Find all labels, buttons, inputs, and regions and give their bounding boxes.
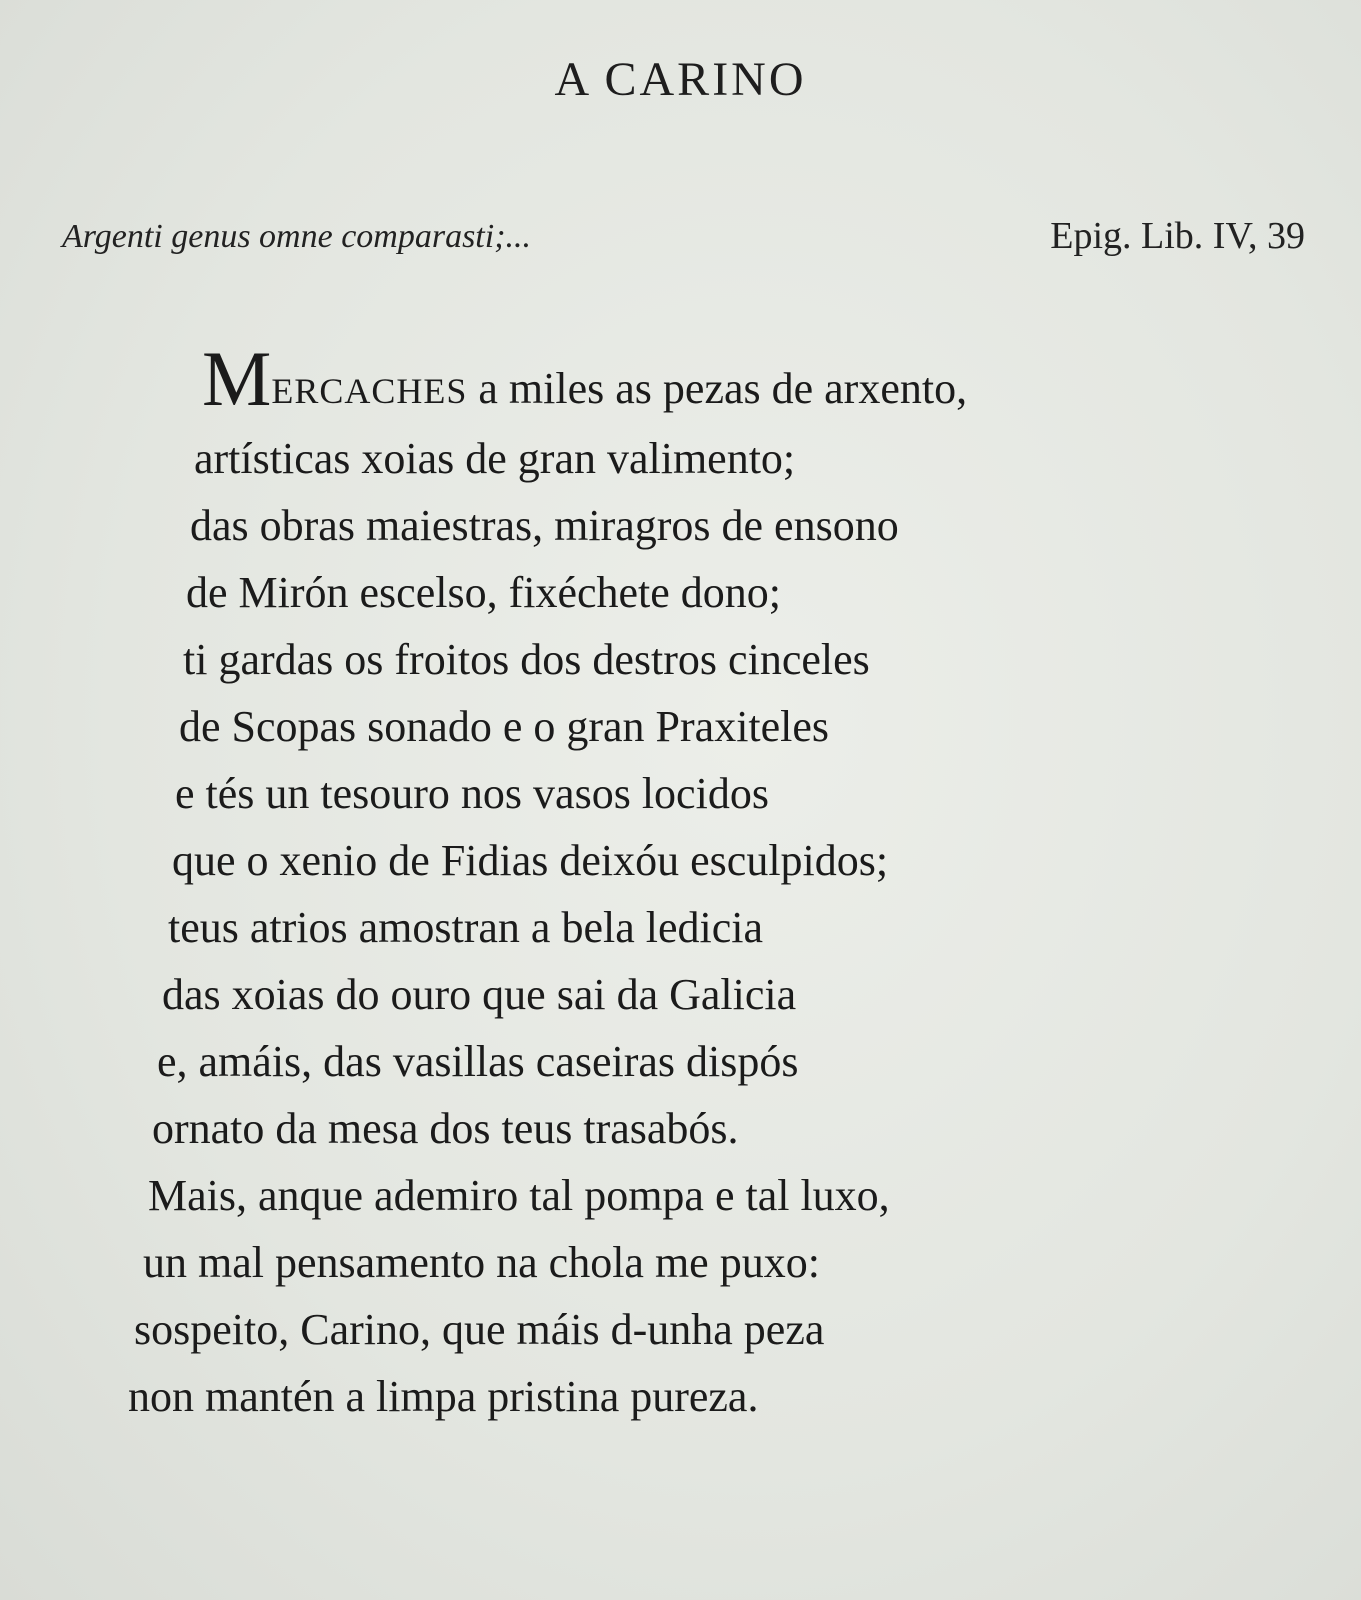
poem-line: sospeito, Carino, que máis d-unha peza <box>134 1305 825 1354</box>
first-word-smallcaps: ERCACHES <box>271 371 468 411</box>
poem-line: non mantén a limpa pristina pureza. <box>128 1372 759 1421</box>
poem-line: de Mirón escelso, fixéchete dono; <box>186 568 782 617</box>
poem-line: e, amáis, das vasillas caseiras dispós <box>157 1037 799 1086</box>
poem-line: e tés un tesouro nos vasos locidos <box>175 769 769 818</box>
poem-body <box>128 335 1240 1430</box>
poem-line: artísticas xoias de gran valimento; <box>194 434 796 483</box>
drop-cap: M <box>202 335 272 422</box>
poem-line: que o xenio de Fidias deixóu esculpidos; <box>172 836 889 885</box>
poem-line-1 <box>202 335 1240 425</box>
poem-line: de Scopas sonado e o gran Praxiteles <box>179 702 830 751</box>
poem-title: A CARINO <box>554 53 807 106</box>
poem-line: das obras maiestras, miragros de ensono <box>190 501 899 550</box>
poem-line: un mal pensamento na chola me puxo: <box>143 1238 820 1287</box>
epigraph-source: Epig. Lib. IV, 39 <box>1050 215 1305 257</box>
poem-line: das xoias do ouro que sai da Galicia <box>162 970 797 1019</box>
poem-line: ti gardas os froitos dos destros cinceles <box>183 635 870 684</box>
first-line-rest: a miles as pezas de arxento, <box>467 364 968 413</box>
poem-line: teus atrios amostran a bela ledicia <box>168 903 763 952</box>
poem-line: Mais, anque ademiro tal pompa e tal luxo, <box>148 1171 890 1220</box>
epigraph-quote: Argenti genus omne comparasti;... <box>62 218 532 255</box>
poem-line: ornato da mesa dos teus trasabós. <box>152 1104 739 1153</box>
